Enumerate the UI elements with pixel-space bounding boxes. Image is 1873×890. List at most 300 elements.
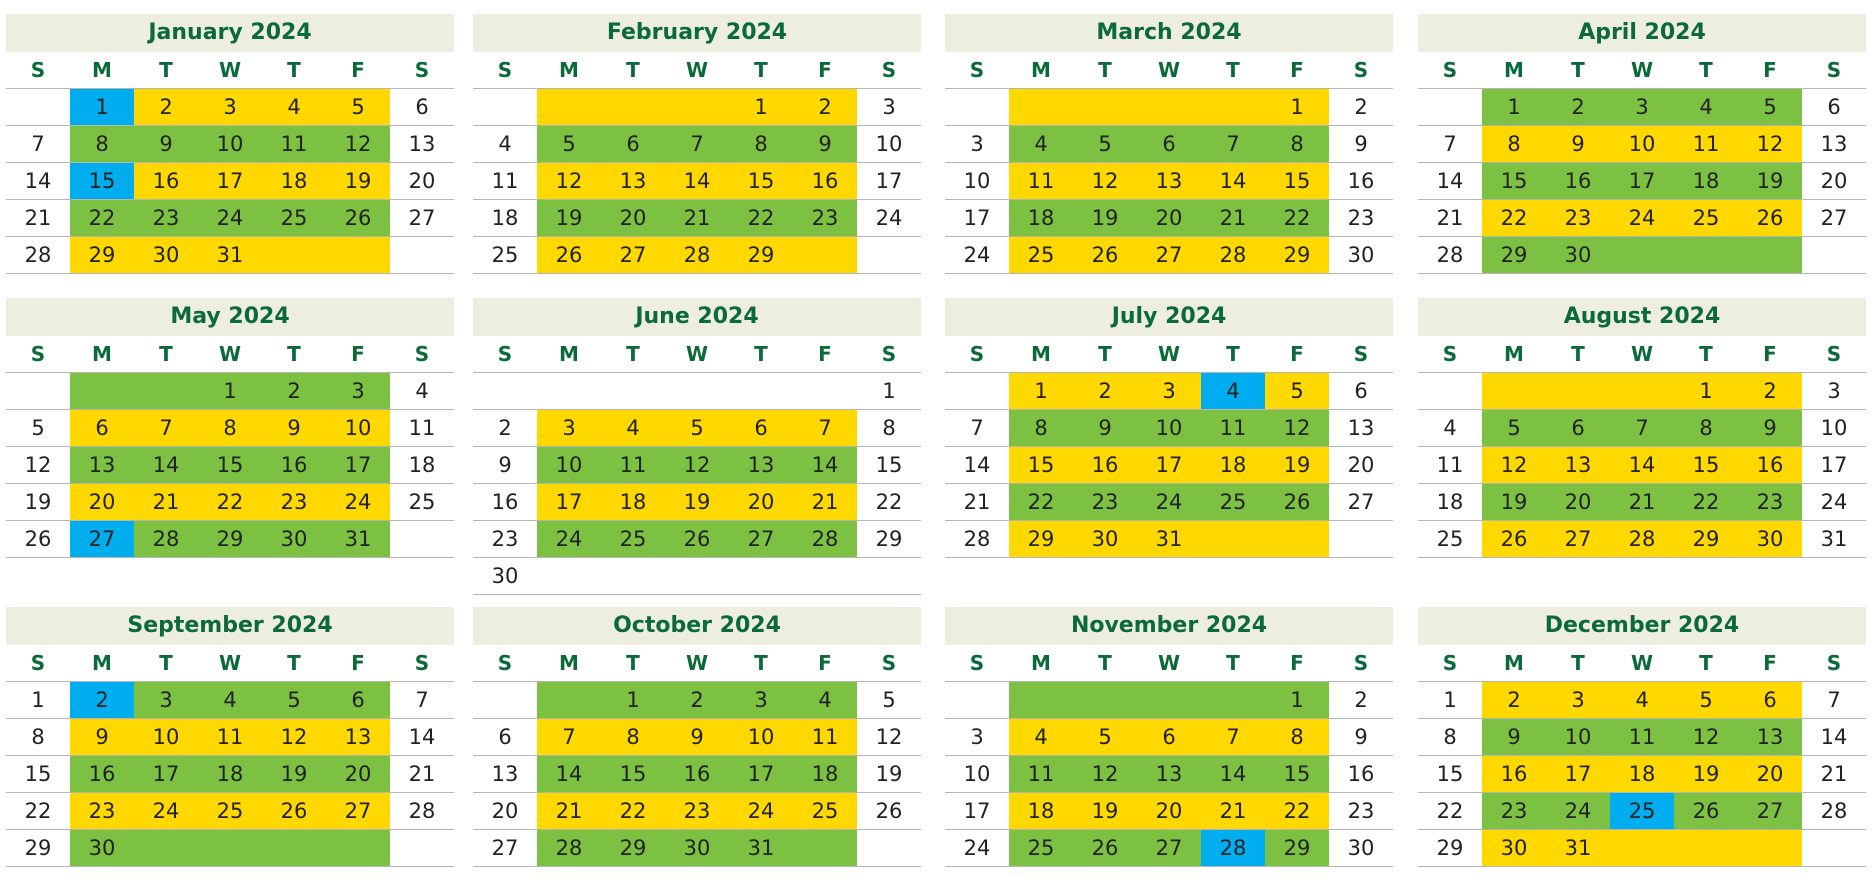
day-cell: 19 bbox=[1738, 163, 1802, 199]
day-cell: 30 bbox=[134, 237, 198, 273]
day-cell: 19 bbox=[1674, 756, 1738, 792]
week-row bbox=[473, 483, 921, 520]
day-cell: 25 bbox=[1009, 830, 1073, 866]
day-cell: 4 bbox=[1009, 126, 1073, 162]
empty-cell bbox=[390, 237, 454, 273]
month-title: September 2024 bbox=[6, 607, 454, 645]
day-cell: 17 bbox=[134, 756, 198, 792]
month-title: April 2024 bbox=[1418, 14, 1866, 52]
day-cell: 2 bbox=[1354, 688, 1368, 712]
empty-cell bbox=[537, 558, 601, 594]
day-cell: 5 bbox=[262, 682, 326, 718]
day-cell: 23 bbox=[134, 200, 198, 236]
day-cell: 5 bbox=[1482, 410, 1546, 446]
day-cell: 24 bbox=[537, 521, 601, 557]
day-cell: 31 bbox=[729, 830, 793, 866]
day-cell: 11 bbox=[601, 447, 665, 483]
day-cell: 21 bbox=[1820, 762, 1848, 786]
day-cell: 15 bbox=[70, 163, 134, 199]
day-cell: 9 bbox=[665, 719, 729, 755]
day-cell: 9 bbox=[1354, 725, 1368, 749]
weekday-header: S bbox=[497, 342, 513, 366]
day-cell: 17 bbox=[537, 484, 601, 520]
day-cell: 15 bbox=[24, 762, 52, 786]
day-cell: 1 bbox=[882, 379, 896, 403]
day-cell: 26 bbox=[1265, 484, 1329, 520]
day-cell: 8 bbox=[1009, 410, 1073, 446]
week-row bbox=[945, 88, 1393, 125]
day-cell: 10 bbox=[875, 132, 903, 156]
week-row bbox=[945, 446, 1393, 483]
day-cell: 25 bbox=[601, 521, 665, 557]
day-cell: 8 bbox=[601, 719, 665, 755]
day-cell: 22 bbox=[601, 793, 665, 829]
day-cell: 29 bbox=[1674, 521, 1738, 557]
empty-cell bbox=[262, 237, 326, 273]
week-row bbox=[473, 829, 921, 867]
day-cell: 4 bbox=[1443, 416, 1457, 440]
day-cell: 6 bbox=[1354, 379, 1368, 403]
day-cell: 20 bbox=[1137, 200, 1201, 236]
day-cell: 23 bbox=[1347, 206, 1375, 230]
empty-cell bbox=[70, 373, 134, 409]
day-cell: 3 bbox=[537, 410, 601, 446]
week-row bbox=[6, 718, 454, 755]
weekday-header: T bbox=[1571, 58, 1585, 82]
weekday-header: W bbox=[1157, 342, 1181, 366]
day-cell: 24 bbox=[875, 206, 903, 230]
day-cell: 3 bbox=[1827, 379, 1841, 403]
day-cell: 4 bbox=[498, 132, 512, 156]
day-cell: 19 bbox=[326, 163, 390, 199]
day-cell: 10 bbox=[1137, 410, 1201, 446]
day-cell: 1 bbox=[729, 89, 793, 125]
weekday-header: W bbox=[218, 651, 242, 675]
day-cell: 16 bbox=[1482, 756, 1546, 792]
day-cell: 14 bbox=[1201, 163, 1265, 199]
day-cell: 7 bbox=[415, 688, 429, 712]
day-cell: 24 bbox=[963, 243, 991, 267]
day-cell: 2 bbox=[1546, 89, 1610, 125]
day-cell: 19 bbox=[1265, 447, 1329, 483]
day-cell: 15 bbox=[1265, 756, 1329, 792]
day-cell: 10 bbox=[198, 126, 262, 162]
day-cell: 5 bbox=[537, 126, 601, 162]
week-row bbox=[1418, 755, 1866, 792]
weekday-header: S bbox=[414, 342, 430, 366]
week-row bbox=[6, 755, 454, 792]
weekday-header: T bbox=[754, 58, 768, 82]
day-cell: 5 bbox=[1073, 719, 1137, 755]
day-cell: 20 bbox=[1738, 756, 1802, 792]
day-cell: 29 bbox=[601, 830, 665, 866]
week-row bbox=[6, 681, 454, 718]
empty-cell bbox=[793, 373, 857, 409]
day-cell: 13 bbox=[1546, 447, 1610, 483]
day-cell: 16 bbox=[134, 163, 198, 199]
month-november-2024 bbox=[945, 607, 1393, 867]
day-cell: 25 bbox=[1009, 237, 1073, 273]
week-row bbox=[6, 88, 454, 125]
weekday-header: S bbox=[969, 342, 985, 366]
weekday-header: T bbox=[1571, 651, 1585, 675]
weekday-header: T bbox=[159, 58, 173, 82]
week-row bbox=[1418, 829, 1866, 867]
week-row bbox=[473, 409, 921, 446]
weekday-header: F bbox=[351, 58, 365, 82]
week-row bbox=[1418, 681, 1866, 718]
day-cell: 16 bbox=[1546, 163, 1610, 199]
day-cell: 23 bbox=[1347, 799, 1375, 823]
day-cell: 29 bbox=[70, 237, 134, 273]
empty-cell bbox=[1802, 237, 1866, 273]
day-cell: 18 bbox=[1009, 200, 1073, 236]
day-cell: 6 bbox=[1137, 126, 1201, 162]
day-cell: 10 bbox=[1546, 719, 1610, 755]
week-row bbox=[473, 199, 921, 236]
weekday-header: S bbox=[1442, 58, 1458, 82]
weekday-header: T bbox=[1098, 342, 1112, 366]
weekday-header-row bbox=[1418, 52, 1866, 88]
day-cell: 19 bbox=[665, 484, 729, 520]
day-cell: 3 bbox=[326, 373, 390, 409]
weekday-header: W bbox=[1157, 651, 1181, 675]
empty-cell bbox=[537, 682, 601, 718]
weekday-header: M bbox=[559, 58, 579, 82]
day-cell: 6 bbox=[415, 95, 429, 119]
empty-cell bbox=[601, 558, 665, 594]
weekday-header: T bbox=[1699, 651, 1713, 675]
day-cell: 27 bbox=[70, 521, 134, 557]
day-cell: 11 bbox=[1009, 163, 1073, 199]
weekday-header: T bbox=[1226, 342, 1240, 366]
weekday-header: F bbox=[351, 342, 365, 366]
day-cell: 19 bbox=[1073, 200, 1137, 236]
day-cell: 22 bbox=[24, 799, 52, 823]
day-cell: 1 bbox=[601, 682, 665, 718]
day-cell: 22 bbox=[1265, 793, 1329, 829]
week-row bbox=[6, 162, 454, 199]
day-cell: 26 bbox=[1738, 200, 1802, 236]
weekday-header: W bbox=[1630, 58, 1654, 82]
day-cell: 27 bbox=[1137, 830, 1201, 866]
day-cell: 10 bbox=[1610, 126, 1674, 162]
day-cell: 23 bbox=[262, 484, 326, 520]
day-cell: 7 bbox=[537, 719, 601, 755]
week-row bbox=[945, 409, 1393, 446]
week-row bbox=[473, 755, 921, 792]
day-cell: 19 bbox=[24, 490, 52, 514]
day-cell: 22 bbox=[875, 490, 903, 514]
month-june-2024 bbox=[473, 298, 921, 595]
day-cell: 29 bbox=[875, 527, 903, 551]
empty-cell bbox=[857, 237, 921, 273]
empty-cell bbox=[1610, 373, 1674, 409]
weekday-header-row bbox=[6, 52, 454, 88]
day-cell: 24 bbox=[1610, 200, 1674, 236]
weekday-header: M bbox=[559, 651, 579, 675]
day-cell: 9 bbox=[793, 126, 857, 162]
day-cell: 26 bbox=[1073, 830, 1137, 866]
weekday-header: T bbox=[1098, 58, 1112, 82]
week-row bbox=[6, 236, 454, 274]
empty-cell bbox=[945, 89, 1009, 125]
week-row bbox=[473, 792, 921, 829]
week-row bbox=[945, 236, 1393, 274]
day-cell: 1 bbox=[1265, 682, 1329, 718]
day-cell: 15 bbox=[1482, 163, 1546, 199]
weekday-header-row bbox=[6, 645, 454, 681]
day-cell: 11 bbox=[408, 416, 436, 440]
day-cell: 17 bbox=[198, 163, 262, 199]
empty-cell bbox=[1418, 373, 1482, 409]
day-cell: 4 bbox=[601, 410, 665, 446]
day-cell: 8 bbox=[31, 725, 45, 749]
empty-cell bbox=[1137, 89, 1201, 125]
weekday-header: W bbox=[218, 342, 242, 366]
day-cell: 9 bbox=[1546, 126, 1610, 162]
day-cell: 6 bbox=[1738, 682, 1802, 718]
day-cell: 18 bbox=[1674, 163, 1738, 199]
empty-cell bbox=[1482, 373, 1546, 409]
day-cell: 18 bbox=[262, 163, 326, 199]
weekday-header: F bbox=[818, 651, 832, 675]
empty-cell bbox=[1418, 89, 1482, 125]
day-cell: 21 bbox=[1201, 793, 1265, 829]
empty-cell bbox=[1073, 682, 1137, 718]
day-cell: 11 bbox=[1201, 410, 1265, 446]
week-row bbox=[945, 483, 1393, 520]
day-cell: 10 bbox=[963, 169, 991, 193]
day-cell: 21 bbox=[793, 484, 857, 520]
week-row bbox=[6, 483, 454, 520]
week-row bbox=[473, 162, 921, 199]
weekday-header: F bbox=[1290, 58, 1304, 82]
day-cell: 9 bbox=[1073, 410, 1137, 446]
day-cell: 23 bbox=[491, 527, 519, 551]
month-title: March 2024 bbox=[945, 14, 1393, 52]
month-august-2024 bbox=[1418, 298, 1866, 558]
empty-cell bbox=[665, 89, 729, 125]
day-cell: 27 bbox=[729, 521, 793, 557]
week-row bbox=[945, 162, 1393, 199]
day-cell: 29 bbox=[1482, 237, 1546, 273]
day-cell: 27 bbox=[1820, 206, 1848, 230]
day-cell: 21 bbox=[1201, 200, 1265, 236]
day-cell: 14 bbox=[1820, 725, 1848, 749]
day-cell: 11 bbox=[1610, 719, 1674, 755]
day-cell: 14 bbox=[24, 169, 52, 193]
empty-cell bbox=[1329, 521, 1393, 557]
empty-cell bbox=[326, 237, 390, 273]
day-cell: 20 bbox=[729, 484, 793, 520]
weekday-header: F bbox=[818, 342, 832, 366]
day-cell: 13 bbox=[1347, 416, 1375, 440]
day-cell: 30 bbox=[1482, 830, 1546, 866]
weekday-header: S bbox=[30, 651, 46, 675]
empty-cell bbox=[1738, 830, 1802, 866]
day-cell: 4 bbox=[262, 89, 326, 125]
day-cell: 30 bbox=[262, 521, 326, 557]
day-cell: 9 bbox=[134, 126, 198, 162]
day-cell: 10 bbox=[963, 762, 991, 786]
empty-cell bbox=[6, 373, 70, 409]
day-cell: 25 bbox=[1610, 793, 1674, 829]
day-cell: 6 bbox=[1827, 95, 1841, 119]
day-cell: 13 bbox=[601, 163, 665, 199]
day-cell: 10 bbox=[537, 447, 601, 483]
empty-cell bbox=[537, 373, 601, 409]
day-cell: 2 bbox=[1738, 373, 1802, 409]
empty-cell bbox=[326, 830, 390, 866]
day-cell: 13 bbox=[1738, 719, 1802, 755]
day-cell: 12 bbox=[665, 447, 729, 483]
day-cell: 29 bbox=[1436, 836, 1464, 860]
day-cell: 16 bbox=[1073, 447, 1137, 483]
day-cell: 25 bbox=[408, 490, 436, 514]
day-cell: 7 bbox=[970, 416, 984, 440]
day-cell: 3 bbox=[1546, 682, 1610, 718]
day-cell: 12 bbox=[1265, 410, 1329, 446]
day-cell: 30 bbox=[1546, 237, 1610, 273]
day-cell: 1 bbox=[1265, 89, 1329, 125]
day-cell: 12 bbox=[326, 126, 390, 162]
weekday-header: S bbox=[969, 58, 985, 82]
weekday-header: W bbox=[685, 342, 709, 366]
day-cell: 20 bbox=[491, 799, 519, 823]
weekday-header: S bbox=[1826, 651, 1842, 675]
day-cell: 12 bbox=[1482, 447, 1546, 483]
day-cell: 31 bbox=[1820, 527, 1848, 551]
empty-cell bbox=[1009, 89, 1073, 125]
day-cell: 3 bbox=[1137, 373, 1201, 409]
weekday-header: T bbox=[287, 651, 301, 675]
day-cell: 17 bbox=[1137, 447, 1201, 483]
day-cell: 21 bbox=[1436, 206, 1464, 230]
day-cell: 5 bbox=[882, 688, 896, 712]
weekday-header-row bbox=[473, 645, 921, 681]
week-row bbox=[1418, 88, 1866, 125]
day-cell: 18 bbox=[198, 756, 262, 792]
week-row bbox=[1418, 199, 1866, 236]
day-cell: 1 bbox=[1482, 89, 1546, 125]
day-cell: 24 bbox=[1137, 484, 1201, 520]
day-cell: 14 bbox=[793, 447, 857, 483]
week-row bbox=[1418, 446, 1866, 483]
day-cell: 17 bbox=[1820, 453, 1848, 477]
day-cell: 30 bbox=[1073, 521, 1137, 557]
day-cell: 18 bbox=[1436, 490, 1464, 514]
day-cell: 4 bbox=[198, 682, 262, 718]
week-row bbox=[473, 446, 921, 483]
weekday-header: T bbox=[287, 58, 301, 82]
day-cell: 19 bbox=[875, 762, 903, 786]
weekday-header-row bbox=[6, 336, 454, 372]
day-cell: 27 bbox=[491, 836, 519, 860]
empty-cell bbox=[793, 237, 857, 273]
month-september-2024 bbox=[6, 607, 454, 867]
day-cell: 27 bbox=[1738, 793, 1802, 829]
week-row bbox=[6, 446, 454, 483]
weekday-header: M bbox=[1504, 58, 1524, 82]
day-cell: 13 bbox=[491, 762, 519, 786]
week-row bbox=[1418, 236, 1866, 274]
weekday-header: T bbox=[754, 342, 768, 366]
day-cell: 16 bbox=[1347, 169, 1375, 193]
day-cell: 26 bbox=[24, 527, 52, 551]
day-cell: 12 bbox=[24, 453, 52, 477]
week-row bbox=[473, 372, 921, 409]
weekday-header: S bbox=[497, 651, 513, 675]
day-cell: 30 bbox=[70, 830, 134, 866]
day-cell: 3 bbox=[134, 682, 198, 718]
day-cell: 6 bbox=[70, 410, 134, 446]
day-cell: 27 bbox=[408, 206, 436, 230]
day-cell: 26 bbox=[1674, 793, 1738, 829]
day-cell: 5 bbox=[31, 416, 45, 440]
day-cell: 2 bbox=[1073, 373, 1137, 409]
day-cell: 19 bbox=[1073, 793, 1137, 829]
week-row bbox=[1418, 125, 1866, 162]
month-march-2024 bbox=[945, 14, 1393, 274]
day-cell: 20 bbox=[70, 484, 134, 520]
weekday-header-row bbox=[473, 336, 921, 372]
empty-cell bbox=[134, 373, 198, 409]
day-cell: 19 bbox=[537, 200, 601, 236]
empty-cell bbox=[1610, 237, 1674, 273]
day-cell: 23 bbox=[1546, 200, 1610, 236]
month-title: June 2024 bbox=[473, 298, 921, 336]
month-title: February 2024 bbox=[473, 14, 921, 52]
day-cell: 10 bbox=[134, 719, 198, 755]
day-cell: 23 bbox=[1738, 484, 1802, 520]
day-cell: 1 bbox=[1009, 373, 1073, 409]
empty-cell bbox=[6, 89, 70, 125]
week-row bbox=[473, 557, 921, 595]
day-cell: 30 bbox=[491, 564, 519, 588]
day-cell: 21 bbox=[665, 200, 729, 236]
day-cell: 15 bbox=[1265, 163, 1329, 199]
month-february-2024 bbox=[473, 14, 921, 274]
day-cell: 2 bbox=[70, 682, 134, 718]
day-cell: 4 bbox=[1674, 89, 1738, 125]
weekday-header: M bbox=[92, 58, 112, 82]
day-cell: 22 bbox=[1265, 200, 1329, 236]
empty-cell bbox=[1265, 521, 1329, 557]
empty-cell bbox=[198, 830, 262, 866]
day-cell: 18 bbox=[491, 206, 519, 230]
day-cell: 11 bbox=[262, 126, 326, 162]
day-cell: 14 bbox=[963, 453, 991, 477]
empty-cell bbox=[537, 89, 601, 125]
day-cell: 6 bbox=[601, 126, 665, 162]
day-cell: 21 bbox=[1610, 484, 1674, 520]
day-cell: 1 bbox=[31, 688, 45, 712]
day-cell: 28 bbox=[665, 237, 729, 273]
day-cell: 29 bbox=[1009, 521, 1073, 557]
day-cell: 9 bbox=[1354, 132, 1368, 156]
day-cell: 10 bbox=[326, 410, 390, 446]
day-cell: 15 bbox=[1436, 762, 1464, 786]
day-cell: 6 bbox=[1546, 410, 1610, 446]
day-cell: 28 bbox=[1436, 243, 1464, 267]
weekday-header: S bbox=[1353, 342, 1369, 366]
day-cell: 20 bbox=[1820, 169, 1848, 193]
month-title: December 2024 bbox=[1418, 607, 1866, 645]
weekday-header: T bbox=[287, 342, 301, 366]
day-cell: 2 bbox=[262, 373, 326, 409]
weekday-header: F bbox=[1763, 342, 1777, 366]
